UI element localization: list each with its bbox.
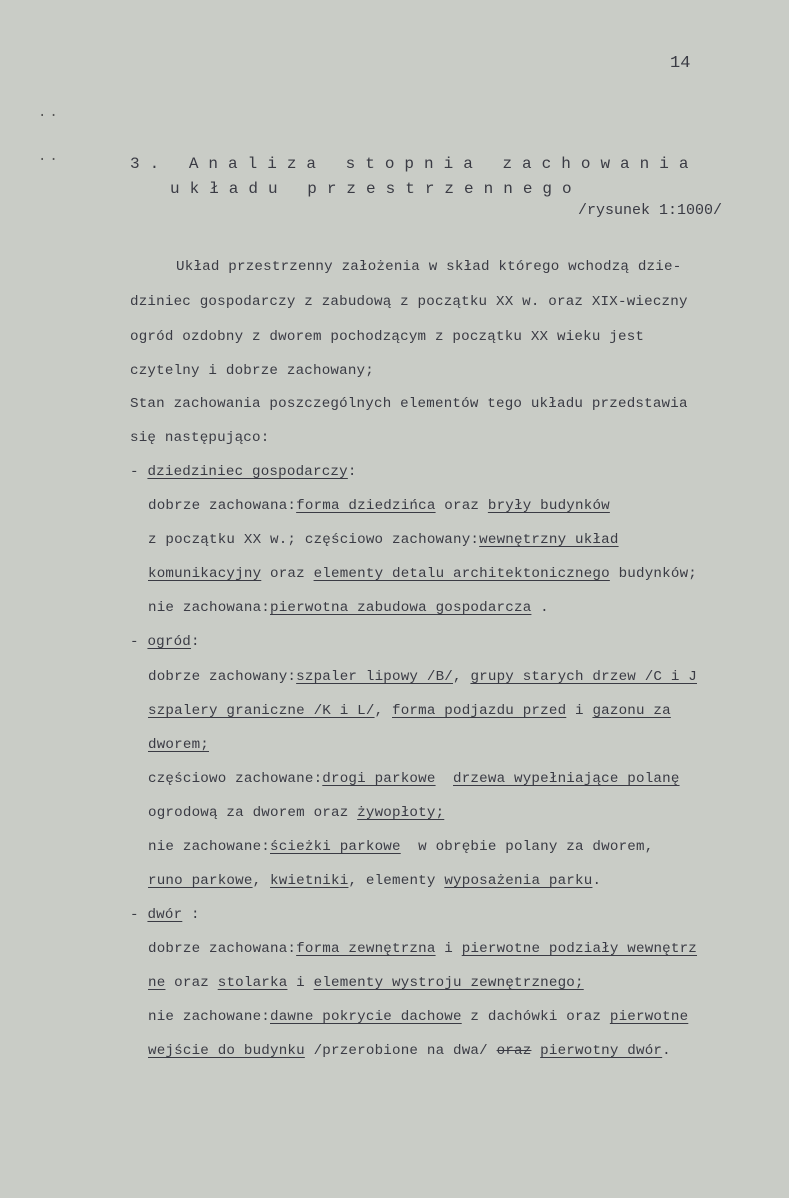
body-line: nie zachowane:dawne pokrycie dachowe z dachówki oraz pierwotne: [148, 1009, 689, 1025]
section-number: 3.: [130, 155, 170, 173]
drawing-scale: /rysunek 1:1000/: [578, 202, 723, 219]
body-line: szpalery graniczne /K i L/, forma podjazdu przed i gazonu za: [148, 703, 671, 719]
body-line: komunikacyjny oraz elementy detalu architektonicznego budynków;: [148, 566, 697, 582]
body-line: nie zachowane:ścieżki parkowe w obrębie polany za dworem,: [148, 839, 654, 855]
bullet-dwor: - dwór :: [130, 907, 200, 923]
body-line: dobrze zachowana:forma zewnętrzna i pierwotne podziały wewnętrz: [148, 941, 698, 957]
intro-line: dziniec gospodarczy z zabudową z początku XX w. oraz XIX-wieczny: [130, 294, 688, 310]
body-line: częściowo zachowane:drogi parkowe drzewa wypełniające polanę: [148, 771, 680, 787]
intro-line: czytelny i dobrze zachowany;: [130, 363, 374, 379]
bullet-title: ogród: [147, 634, 192, 650]
section-title-line2: układu przestrzennego: [170, 180, 582, 198]
intro-line: się następująco:: [130, 430, 270, 446]
bullet-title: dwór: [147, 907, 183, 923]
margin-dots: ··: [38, 108, 61, 124]
intro-line: ogród ozdobny z dworem pochodzącym z początku XX wieku jest: [130, 329, 645, 345]
body-line: z początku XX w.; częściowo zachowany:wewnętrzny układ: [148, 532, 619, 548]
body-line: ne oraz stolarka i elementy wystroju zewnętrznego;: [148, 975, 584, 991]
body-line: dobrze zachowany:szpaler lipowy /B/, grupy starych drzew /C i J: [148, 669, 697, 685]
body-line: wejście do budynku /przerobione na dwa/ oraz pierwotny dwór.: [148, 1043, 671, 1059]
body-line: ogrodową za dworem oraz żywopłoty;: [148, 805, 445, 821]
bullet-ogrod: - ogród:: [130, 634, 200, 650]
bullet-title: dziedziniec gospodarczy: [147, 464, 348, 480]
body-line: dobrze zachowana:forma dziedzińca oraz bryły budynków: [148, 498, 610, 514]
body-line: runo parkowe, kwietniki, elementy wyposażenia parku.: [148, 873, 602, 889]
body-line: dworem;: [148, 737, 209, 753]
page-number: 14: [670, 54, 691, 73]
body-line: nie zachowana:pierwotna zabudowa gospodarcza .: [148, 600, 549, 616]
intro-line: Stan zachowania poszczególnych elementów tego układu przedstawia: [130, 396, 688, 412]
section-heading: [130, 155, 698, 173]
intro-line: Układ przestrzenny założenia w skład którego wchodzą dzie-: [176, 259, 682, 275]
bullet-dziedziniec: - dziedziniec gospodarczy:: [130, 464, 357, 480]
section-title-line1: Analiza stopnia zachowania: [188, 155, 699, 173]
margin-dots: ··: [38, 152, 61, 168]
